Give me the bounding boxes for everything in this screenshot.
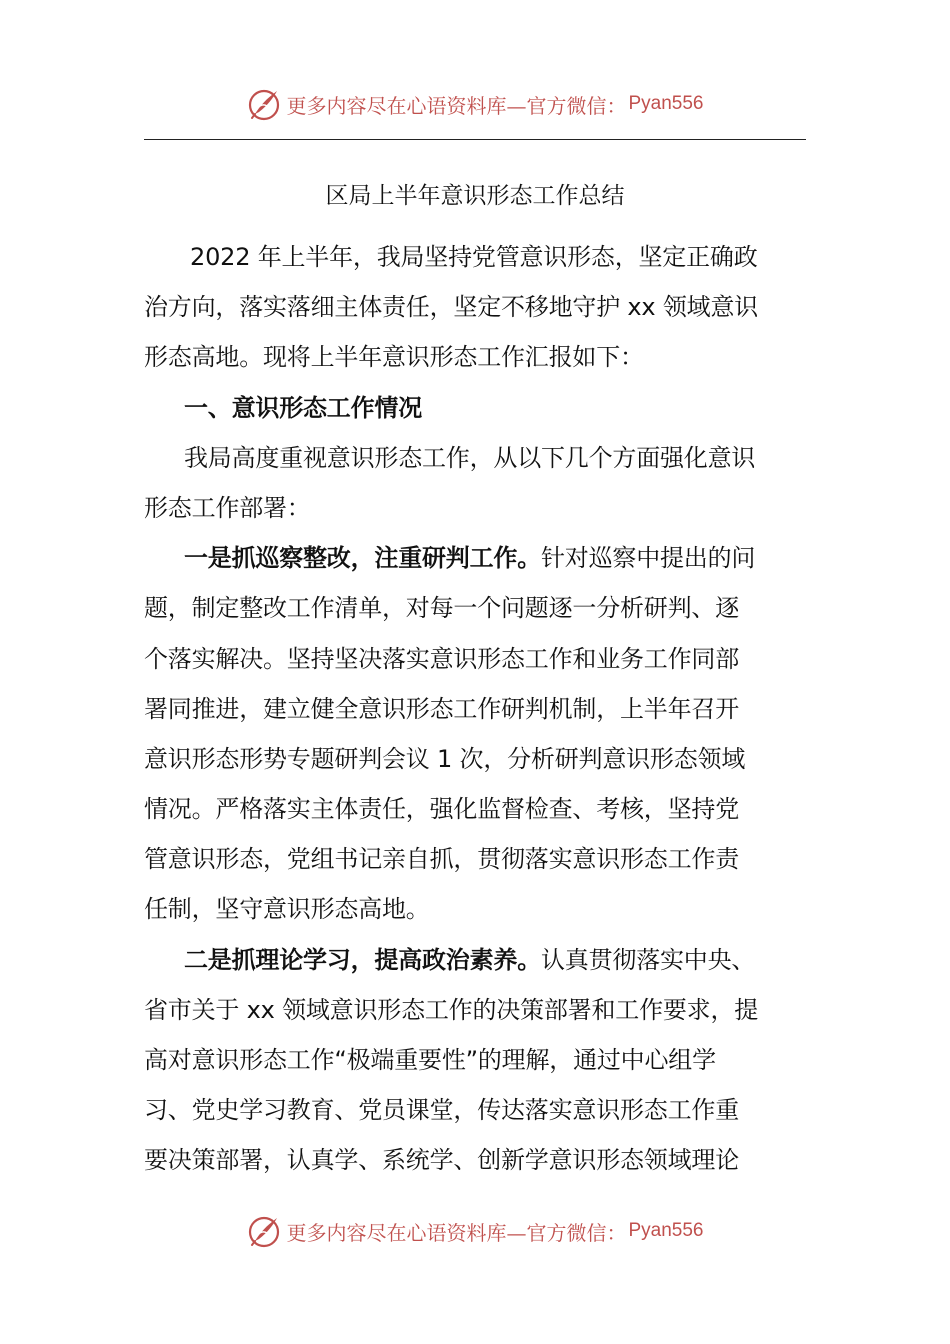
body-line: 省市关于 xx 领域意识形态工作的决策部署和工作要求，提: [144, 995, 759, 1024]
header-divider: [144, 139, 806, 140]
body-line: 形态工作部署：: [144, 493, 311, 522]
body-line: 署同推进，建立健全意识形态工作研判机制，上半年召开: [144, 694, 739, 723]
watermark-text: 更多内容尽在心语资料库—官方微信：: [286, 93, 627, 118]
watermark-text: 更多内容尽在心语资料库—官方微信：: [286, 1220, 627, 1245]
body-line: 任制，坚守意识形态高地。: [144, 895, 430, 924]
watermark-wechat-id: Pyan556: [628, 93, 704, 114]
body-line: 我局高度重视意识形态工作，从以下几个方面强化意识: [184, 443, 756, 472]
item-text: 认真贯彻落实中央、: [541, 945, 756, 974]
watermark-footer: [0, 1211, 950, 1251]
document-body: [144, 232, 806, 1186]
body-line: 高对意识形态工作“极端重要性”的理解，通过中心组学: [144, 1046, 716, 1074]
body-line: 要决策部署，认真学、系统学、创新学意识形态领域理论: [144, 1146, 739, 1175]
section-heading: 一、意识形态工作情况: [184, 393, 422, 422]
body-line: 治方向，落实落细主体责任，坚定不移地守护 xx 领域意识: [144, 293, 759, 322]
body-line: [144, 533, 806, 583]
item-heading: 一是抓巡察整改，注重研判工作。: [184, 544, 541, 573]
watermark-header: [0, 84, 950, 124]
document-title: 区局上半年意识形态工作总结: [325, 183, 625, 209]
body-line: 情况。严格落实主体责任，强化监督检查、考核，坚持党: [144, 795, 739, 824]
quill-logo-icon: [246, 1213, 282, 1249]
body-line: 2022 年上半年，我局坚持党管意识形态，坚定正确政: [190, 243, 758, 271]
body-line: 意识形态形势专题研判会议 1 次，分析研判意识形态领域: [144, 744, 746, 773]
watermark-wechat-id: Pyan556: [628, 1220, 704, 1241]
body-line: 个落实解决。坚持坚决落实意识形态工作和业务工作同部: [144, 644, 739, 673]
item-text: 针对巡察中提出的问: [541, 544, 756, 573]
quill-logo-icon: [246, 86, 282, 122]
body-line: 形态高地。现将上半年意识形态工作汇报如下：: [144, 343, 644, 372]
body-line: 习、党史学习教育、党员课堂，传达落实意识形态工作重: [144, 1096, 739, 1125]
body-line: 题，制定整改工作清单，对每一个问题逐一分析研判、逐: [144, 594, 739, 623]
item-heading: 二是抓理论学习，提高政治素养。: [184, 945, 541, 974]
body-line: [144, 935, 806, 985]
body-line: 管意识形态，党组书记亲自抓，贯彻落实意识形态工作责: [144, 845, 739, 874]
